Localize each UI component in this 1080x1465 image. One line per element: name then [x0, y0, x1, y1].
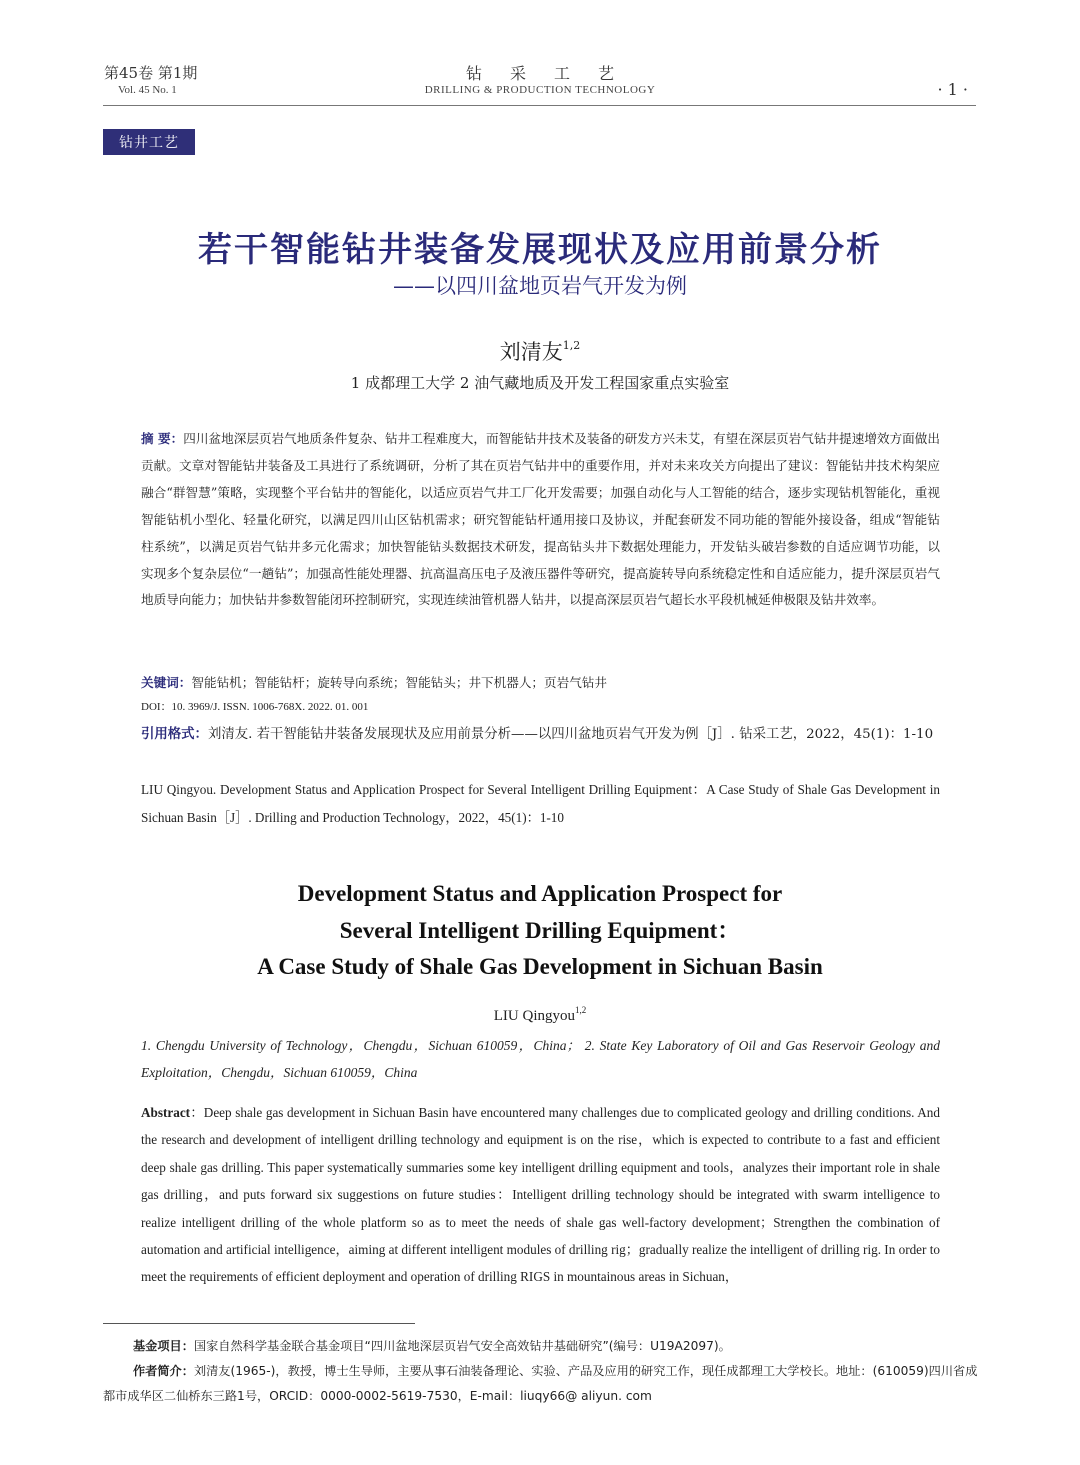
author-en	[0, 1005, 1080, 1025]
volume-issue-cn: 第45卷 第1期	[104, 64, 198, 82]
citation-cn	[141, 722, 940, 748]
abstract-cn	[141, 426, 940, 614]
affiliation-en-part1: 1. Chengdu University of Technology，Chengdu，Sichuan 610059，China；	[141, 1038, 580, 1053]
paper-title-en-line2: Several Intelligent Drilling Equipment：	[339, 917, 741, 943]
funding-note	[103, 1334, 980, 1359]
journal-title-en: DRILLING & PRODUCTION TECHNOLOGY	[424, 84, 656, 96]
page-number: · 1 ·	[937, 80, 968, 99]
abstract-en-text: ：Deep shale gas development in Sichuan Basin have encountered many challenges due to complicated geology and drilling conditions. And the research and development of intelligent drilling technology and equipment is on the rise，which is expected to contribute to a fast and efficient deep shale gas drilling. This paper systematically summaries some key intelligent drilling equipment and tools，analyzes their important role in shale gas drilling，and puts forward six suggestions on future studies：Intelligent drilling technology should be integrated with swarm intelligence to realize intelligent drilling of the whole platform so as to meet the needs of shale gas well-factory development；Strengthen the combination of automation and artificial intelligence，aiming at different intelligent modules of drilling rig；gradually realize the intelligent of drilling rig. In order to meet the requirements of efficient deployment and operation of drilling RIGS in mountainous areas in Sichuan，	[141, 1105, 940, 1285]
citation-cn-label: 引用格式：	[141, 727, 208, 742]
abstract-cn-label: 摘 要：	[141, 431, 184, 446]
keywords-cn	[141, 672, 940, 694]
volume-issue-en: Vol. 45 No. 1	[118, 84, 177, 96]
author-affil-marker-cn: 1,2	[562, 339, 581, 352]
section-tag: 钻井工艺	[103, 129, 195, 155]
header-divider	[103, 105, 976, 106]
citation-en: LIU Qingyou. Development Status and Application Prospect for Several Intelligent Drilling Equipment：A Case Study of Shale Gas Development in Sichuan Basin［J］. Drilling and Production Technology，2022，45(1)：1-10	[141, 782, 940, 825]
footnote-divider	[103, 1323, 415, 1324]
affiliation-en-part2: 2. State Key Laboratory of Oil and Gas Reservoir Geology and Exploitation，Chengdu，Sichuan 610059，China	[141, 1038, 940, 1080]
paper-title-en-line3: A Case Study of Shale Gas Development in Sichuan Basin	[257, 954, 823, 979]
author-affil-marker-en: 1,2	[575, 1005, 587, 1015]
abstract-en	[141, 1099, 940, 1291]
keywords-cn-text: 智能钻机；智能钻杆；旋转导向系统；智能钻头；井下机器人；页岩气钻井	[191, 675, 607, 690]
paper-subtitle-cn: ——以四川盆地页岩气开发为例	[393, 274, 687, 298]
doi: DOI：10. 3969/J. ISSN. 1006-768X. 2022. 01. 001	[141, 701, 369, 713]
funding-text: 国家自然科学基金联合基金项目“四川盆地深层页岩气安全高效钻井基础研究”(编号：U19A2097)。	[193, 1339, 731, 1353]
author-bio-text: 刘清友(1965-)，教授，博士生导师，主要从事石油装备理论、实验、产品及应用的研究工作，现任成都理工大学校长。地址：(610059)四川省成都市成华区二仙桥东三路1号，ORCID：0000-0002-5619-7530，E-mail：liuqy66@ aliyun. com	[103, 1364, 978, 1403]
affiliation-en	[141, 1032, 940, 1086]
author-bio-label: 作者简介：	[133, 1364, 194, 1378]
paper-title-cn: 若干智能钻井装备发展现状及应用前景分析	[198, 230, 882, 270]
keywords-cn-label: 关键词：	[141, 675, 192, 690]
journal-title-cn: 钻采工艺	[465, 64, 642, 83]
funding-label: 基金项目：	[133, 1339, 194, 1353]
abstract-en-label: Abstract	[141, 1105, 191, 1120]
affiliation-cn: 1 成都理工大学 2 油气藏地质及开发工程国家重点实验室	[350, 374, 730, 392]
paper-title-en-line1: Development Status and Application Prospect for	[297, 881, 783, 906]
author-cn	[0, 336, 1080, 366]
footnotes	[103, 1334, 980, 1409]
author-name-en: LIU Qingyou	[493, 1008, 575, 1024]
citation-cn-text: 刘清友. 若干智能钻井装备发展现状及应用前景分析——以四川盆地页岩气开发为例［J］. 钻采工艺，2022，45(1)：1-10	[207, 727, 934, 742]
abstract-cn-text: 四川盆地深层页岩气地质条件复杂、钻井工程难度大，而智能钻井技术及装备的研发方兴未艾，有望在深层页岩气钻井提速增效方面做出贡献。文章对智能钻井装备及工具进行了系统调研，分析了其在页岩气钻井中的重要作用，并对未来攻关方向提出了建议：智能钻井技术构架应融合“群智慧”策略，实现整个平台钻井的智能化，以适应页岩气井工厂化开发需要；加强自动化与人工智能的结合，逐步实现钻机智能化，重视智能钻机小型化、轻量化研究，以满足四川山区钻机需求；研究智能钻杆通用接口及协议，并配套研发不同功能的智能外接设备，组成“智能钻柱系统”，以满足页岩气钻井多元化需求；加快智能钻头数据技术研发，提高钻头井下数据处理能力，开发钻头破岩参数的自适应调节功能，以实现多个复杂层位“一趟钻”；加强高性能处理器、抗高温高压电子及液压器件等研究，提高旋转导向系统稳定性和自适应能力，提升深层页岩气地质导向能力；加快钻井参数智能闭环控制研究，实现连续油管机器人钻井，以提高深层页岩气超长水平段机械延伸极限及钻井效率。	[141, 431, 941, 608]
author-bio-note	[103, 1359, 980, 1409]
paper-title-en	[0, 876, 1080, 986]
author-name-cn: 刘清友	[499, 340, 563, 364]
